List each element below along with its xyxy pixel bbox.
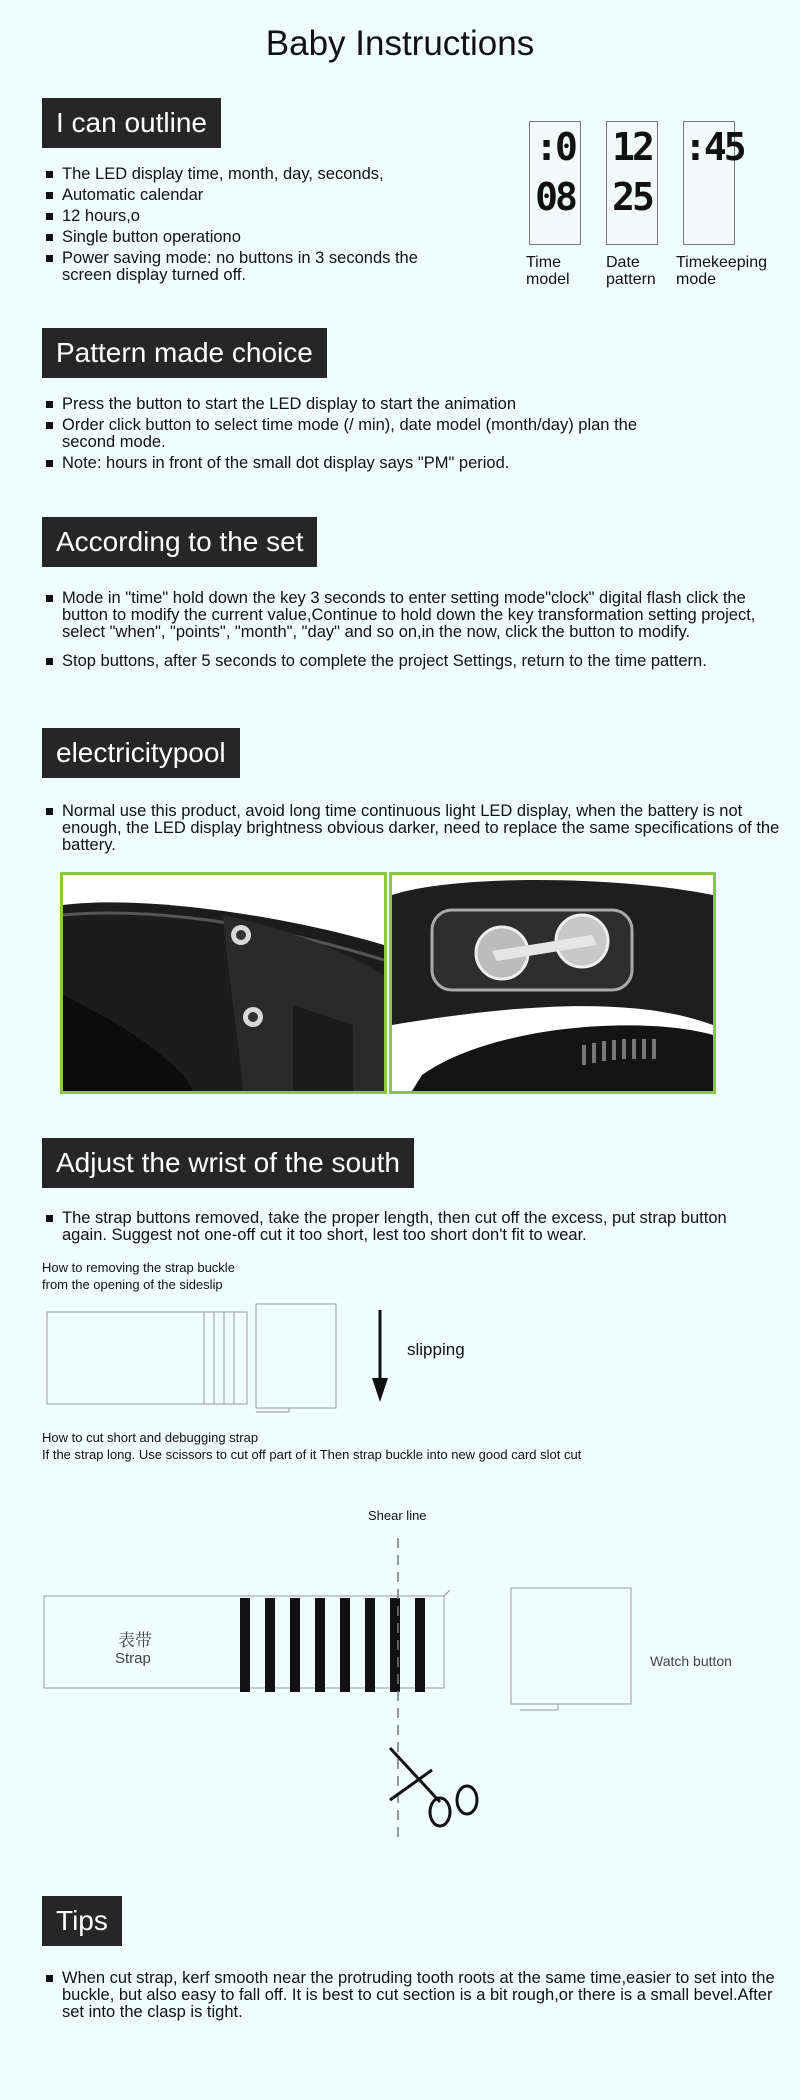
led-caption-date: Date pattern [606, 254, 656, 288]
led-display-date [606, 121, 658, 245]
outline-list [44, 166, 444, 288]
cut-caption-line1: How to cut short and debugging strap [42, 1430, 259, 1445]
remove-caption-line2: from the opening of the sideslip [42, 1277, 223, 1292]
cut-caption-line2: If the strap long. Use scissors to cut off part of it Then strap buckle into new good card slot cut [42, 1447, 582, 1462]
wrist-list [44, 1210, 764, 1248]
list-item: Single button operationo [44, 229, 444, 246]
page-title: Baby Instructions [265, 24, 535, 63]
section-heading-wrist: Adjust the wrist of the south [42, 1138, 414, 1188]
led-digits: 08 [535, 175, 575, 219]
list-item: Order click button to select time mode (/ min), date model (month/day) plan the second mode. [44, 417, 644, 451]
pattern-list [44, 396, 644, 476]
list-item: Press the button to start the LED display to start the animation [44, 396, 644, 413]
list-item: Power saving mode: no buttons in 3 seconds the screen display turned off. [44, 250, 444, 284]
strap-cutting-diagram [40, 1530, 760, 1840]
list-item: When cut strap, kerf smooth near the protruding tooth roots at the same time,easier to set into the buckle, but also easy to fall off. It is best to cut section is a bit rough,or there is a small bevel.After set into the clasp is tight. [44, 1970, 784, 2021]
list-item: 12 hours,o [44, 208, 444, 225]
list-item: Stop buttons, after 5 seconds to complete the project Settings, return to the time pattern. [44, 653, 794, 670]
list-item: Mode in "time" hold down the key 3 seconds to enter setting mode"clock" digital flash click the button to modify the current value,Continue to hold down the key transformation setting project, select "when", "points", "month", "day" and so on,in the now, click the button to modify. [44, 590, 794, 641]
led-display-time [529, 121, 581, 245]
section-heading-setting: According to the set [42, 517, 317, 567]
strap-removal-diagram [44, 1298, 364, 1413]
battery-compartment-illustration [392, 875, 713, 1091]
led-display-timekeeping [683, 121, 744, 245]
led-digits: :0 [535, 125, 575, 169]
list-item: The strap buttons removed, take the proper length, then cut off the excess, put strap button again. Suggest not one-off cut it too short, lest too short don't fit to wear. [44, 1210, 764, 1244]
tips-list [44, 1970, 784, 2025]
setting-list [44, 590, 794, 674]
led-caption-timekeeping: Timekeeping mode [676, 254, 768, 288]
led-digits: 25 [612, 175, 652, 219]
list-item: Automatic calendar [44, 187, 444, 204]
remove-caption-line1: How to removing the strap buckle [42, 1260, 235, 1275]
battery-compartment-photo [389, 872, 716, 1094]
led-digits: :45 [684, 125, 744, 169]
watch-back-illustration [63, 875, 384, 1091]
watch-back-photo [60, 872, 387, 1094]
slipping-label: slipping [407, 1340, 465, 1359]
led-digits: 12 [612, 125, 652, 169]
section-heading-battery: electricitypool [42, 728, 240, 778]
watch-button-label: Watch button [650, 1653, 732, 1669]
strap-label-chinese: 表带 [118, 1631, 152, 1650]
arrow-down-icon [368, 1310, 392, 1405]
section-heading-outline: I can outline [42, 98, 221, 148]
list-item: The LED display time, month, day, seconds, [44, 166, 444, 183]
led-caption-time: Time model [526, 254, 570, 288]
section-heading-tips: Tips [42, 1896, 122, 1946]
section-heading-pattern: Pattern made choice [42, 328, 327, 378]
list-item: Note: hours in front of the small dot display says "PM" period. [44, 455, 644, 472]
battery-list [44, 803, 794, 858]
shear-line-label: Shear line [368, 1508, 427, 1523]
list-item: Normal use this product, avoid long time continuous light LED display, when the battery is not enough, the LED display brightness obvious darker, need to replace the same specifications of the battery. [44, 803, 794, 854]
strap-label-english: Strap [115, 1650, 151, 1667]
